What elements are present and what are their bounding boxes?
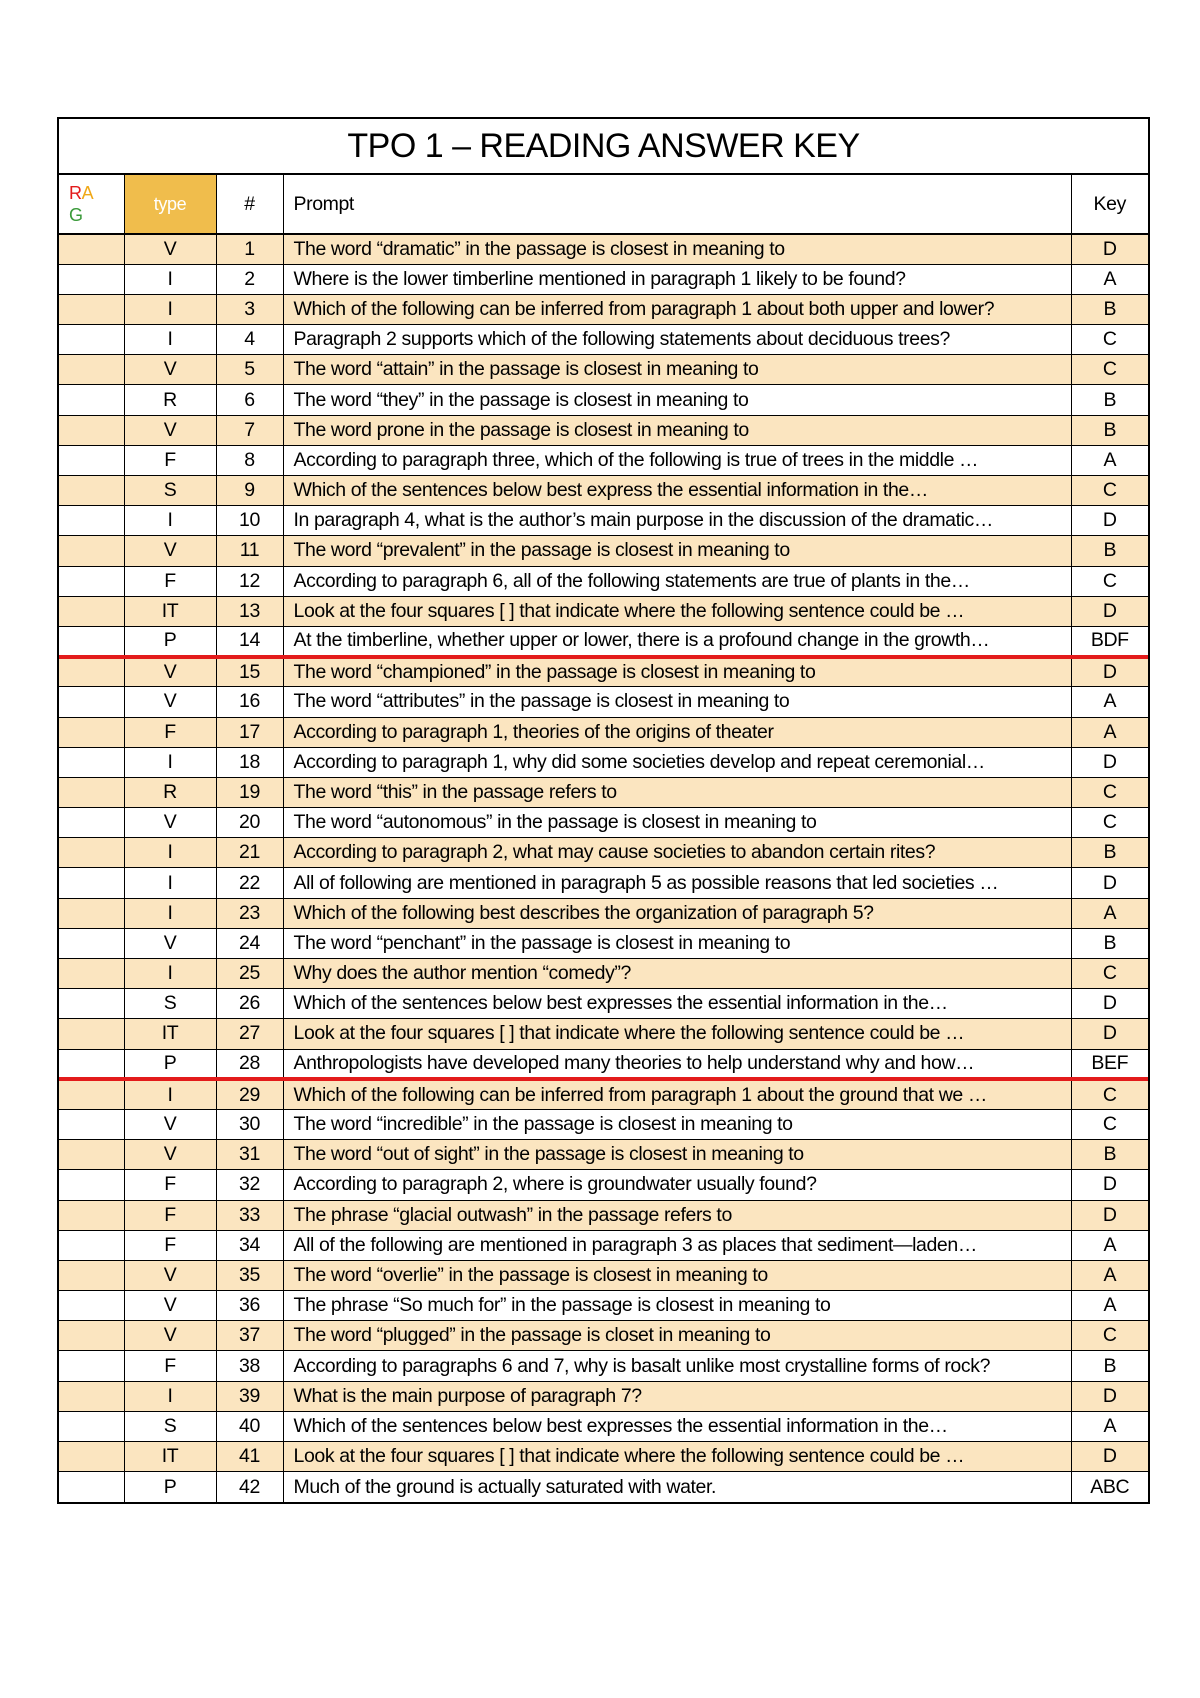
key-cell: B (1103, 297, 1117, 320)
prompt-cell: Paragraph 2 supports which of the following statements about deciduous trees? (283, 325, 1071, 355)
number-cell: 5 (216, 355, 283, 385)
table-row (59, 1260, 1148, 1290)
table-row (59, 1321, 1148, 1351)
table-row (59, 1109, 1148, 1139)
type-cell: I (124, 868, 216, 898)
type-cell: V (124, 1260, 216, 1290)
key-cell: A (1103, 690, 1117, 713)
key-cell: D (1102, 1445, 1117, 1468)
type-cell: I (124, 325, 216, 355)
key-cell: A (1103, 1294, 1117, 1317)
key-cell: C (1102, 479, 1117, 502)
key-cell: BDF (1090, 629, 1129, 652)
key-header: Key (1093, 192, 1126, 215)
number-cell: 13 (216, 596, 283, 626)
rag-header (59, 175, 124, 234)
rag-letter-a: A (81, 182, 94, 203)
number-cell: 4 (216, 325, 283, 355)
table-row (59, 1170, 1148, 1200)
prompt-cell: The word “attain” in the passage is closest in meaning to (283, 355, 1071, 385)
number-cell: 36 (216, 1291, 283, 1321)
table-row (59, 264, 1148, 294)
key-cell: D (1102, 1203, 1117, 1226)
type-cell: S (124, 476, 216, 506)
table-row (59, 476, 1148, 506)
key-cell: C (1102, 1083, 1117, 1106)
answer-rows (59, 234, 1148, 1502)
type-cell: P (124, 1472, 216, 1502)
number-cell: 18 (216, 747, 283, 777)
rag-cell (59, 868, 124, 898)
type-cell: I (124, 898, 216, 928)
rag-cell (59, 657, 124, 687)
number-cell: 31 (216, 1140, 283, 1170)
table-row (59, 234, 1148, 264)
prompt-cell: Which of the sentences below best expresses the essential information in the… (283, 1411, 1071, 1441)
prompt-cell: The word “they” in the passage is closest in meaning to (283, 385, 1071, 415)
type-cell: I (124, 838, 216, 868)
type-cell: P (124, 1049, 216, 1079)
rag-cell (59, 1019, 124, 1049)
table-row (59, 566, 1148, 596)
number-cell: 32 (216, 1170, 283, 1200)
rag-letter-r: R (69, 182, 82, 203)
table-row (59, 1019, 1148, 1049)
type-header: type (124, 175, 216, 234)
number-cell: 10 (216, 506, 283, 536)
key-cell: C (1102, 328, 1117, 351)
number-cell: 33 (216, 1200, 283, 1230)
number-cell: 40 (216, 1411, 283, 1441)
type-cell: V (124, 808, 216, 838)
type-cell: F (124, 717, 216, 747)
key-cell: D (1102, 660, 1117, 683)
rag-cell (59, 566, 124, 596)
table-row (59, 808, 1148, 838)
rag-cell (59, 536, 124, 566)
type-cell: V (124, 355, 216, 385)
table-row (59, 657, 1148, 687)
rag-cell (59, 1049, 124, 1079)
key-cell: C (1102, 811, 1117, 834)
prompt-cell: According to paragraph 1, theories of the origins of theater (283, 717, 1071, 747)
number-cell: 26 (216, 989, 283, 1019)
key-cell: A (1103, 1263, 1117, 1286)
number-cell: 38 (216, 1351, 283, 1381)
key-cell: D (1102, 509, 1117, 532)
table-row (59, 1351, 1148, 1381)
type-cell: F (124, 1200, 216, 1230)
prompt-cell: According to paragraphs 6 and 7, why is basalt unlike most crystalline forms of rock? (283, 1351, 1071, 1381)
type-cell: R (124, 385, 216, 415)
rag-cell (59, 1230, 124, 1260)
type-cell: I (124, 1079, 216, 1109)
prompt-cell: Look at the four squares [ ] that indicate where the following sentence could be … (283, 596, 1071, 626)
number-cell: 21 (216, 838, 283, 868)
table-row (59, 747, 1148, 777)
prompt-cell: Which of the sentences below best express the essential information in the… (283, 476, 1071, 506)
type-cell: IT (124, 1019, 216, 1049)
rag-cell (59, 1291, 124, 1321)
rag-cell (59, 838, 124, 868)
rag-cell (59, 898, 124, 928)
rag-cell (59, 1140, 124, 1170)
prompt-cell: Look at the four squares [ ] that indicate where the following sentence could be … (283, 1442, 1071, 1472)
key-cell: A (1103, 267, 1117, 290)
rag-cell (59, 1321, 124, 1351)
key-cell: B (1103, 418, 1117, 441)
table-row (59, 1079, 1148, 1109)
type-cell: V (124, 687, 216, 717)
key-cell: C (1102, 962, 1117, 985)
table-row (59, 536, 1148, 566)
number-cell: 19 (216, 777, 283, 807)
prompt-cell: The word “this” in the passage refers to (283, 777, 1071, 807)
prompt-cell: According to paragraph three, which of the following is true of trees in the middle … (283, 445, 1071, 475)
type-cell: I (124, 264, 216, 294)
rag-cell (59, 234, 124, 264)
type-cell: F (124, 1170, 216, 1200)
key-cell: B (1103, 931, 1117, 954)
type-cell: V (124, 234, 216, 264)
rag-cell (59, 1109, 124, 1139)
key-cell: D (1102, 1384, 1117, 1407)
number-cell: 35 (216, 1260, 283, 1290)
prompt-cell: Which of the following can be inferred from paragraph 1 about the ground that we … (283, 1079, 1071, 1109)
prompt-cell: The phrase “So much for” in the passage is closest in meaning to (283, 1291, 1071, 1321)
type-cell: S (124, 989, 216, 1019)
type-cell: V (124, 928, 216, 958)
key-cell: A (1103, 901, 1117, 924)
prompt-cell: Anthropologists have developed many theories to help understand why and how… (283, 1049, 1071, 1079)
rag-cell (59, 325, 124, 355)
number-cell: 24 (216, 928, 283, 958)
rag-cell (59, 989, 124, 1019)
rag-cell (59, 959, 124, 989)
prompt-cell: The word “attributes” in the passage is closest in meaning to (283, 687, 1071, 717)
type-cell: IT (124, 1442, 216, 1472)
table-row (59, 1291, 1148, 1321)
table-row (59, 1472, 1148, 1502)
prompt-cell: The word “out of sight” in the passage is closest in meaning to (283, 1140, 1071, 1170)
number-cell: 29 (216, 1079, 283, 1109)
table-row (59, 1442, 1148, 1472)
rag-cell (59, 928, 124, 958)
prompt-cell: The word “overlie” in the passage is closest in meaning to (283, 1260, 1071, 1290)
prompt-cell: According to paragraph 2, where is groundwater usually found? (283, 1170, 1071, 1200)
table-row (59, 1049, 1148, 1079)
rag-cell (59, 1079, 124, 1109)
table-row (59, 1411, 1148, 1441)
number-cell: 15 (216, 657, 283, 687)
key-cell: D (1102, 750, 1117, 773)
answer-key-sheet (57, 117, 1150, 1504)
key-cell: BEF (1091, 1051, 1129, 1074)
key-cell: D (1102, 992, 1117, 1015)
table-row (59, 294, 1148, 324)
prompt-cell: Which of the following can be inferred from paragraph 1 about both upper and lower? (283, 294, 1071, 324)
type-cell: V (124, 657, 216, 687)
prompt-cell: All of the following are mentioned in paragraph 3 as places that sediment—laden… (283, 1230, 1071, 1260)
number-cell: 6 (216, 385, 283, 415)
prompt-cell: The word “plugged” in the passage is closet in meaning to (283, 1321, 1071, 1351)
key-cell: C (1102, 1324, 1117, 1347)
table-row (59, 838, 1148, 868)
rag-cell (59, 294, 124, 324)
key-cell: A (1103, 1414, 1117, 1437)
number-header: # (216, 175, 283, 234)
number-cell: 25 (216, 959, 283, 989)
key-cell: D (1102, 1022, 1117, 1045)
table-row (59, 959, 1148, 989)
answer-key-table (59, 175, 1148, 1502)
rag-cell (59, 747, 124, 777)
rag-cell (59, 777, 124, 807)
key-cell: C (1102, 1113, 1117, 1136)
type-cell: F (124, 566, 216, 596)
key-cell: C (1102, 780, 1117, 803)
number-cell: 12 (216, 566, 283, 596)
rag-cell (59, 1170, 124, 1200)
type-cell: P (124, 626, 216, 656)
prompt-cell: According to paragraph 1, why did some societies develop and repeat ceremonial… (283, 747, 1071, 777)
prompt-cell: Where is the lower timberline mentioned in paragraph 1 likely to be found? (283, 264, 1071, 294)
type-cell: IT (124, 596, 216, 626)
rag-cell (59, 1381, 124, 1411)
prompt-cell: The word prone in the passage is closest in meaning to (283, 415, 1071, 445)
header-row (59, 175, 1148, 234)
rag-cell (59, 1442, 124, 1472)
number-cell: 17 (216, 717, 283, 747)
key-cell: C (1102, 358, 1117, 381)
prompt-cell: According to paragraph 2, what may cause societies to abandon certain rites? (283, 838, 1071, 868)
table-row (59, 1140, 1148, 1170)
rag-cell (59, 1260, 124, 1290)
type-cell: I (124, 1381, 216, 1411)
rag-cell (59, 445, 124, 475)
number-cell: 14 (216, 626, 283, 656)
prompt-cell: The word “autonomous” in the passage is closest in meaning to (283, 808, 1071, 838)
table-row (59, 1230, 1148, 1260)
type-cell: S (124, 1411, 216, 1441)
type-cell: I (124, 506, 216, 536)
prompt-cell: In paragraph 4, what is the author’s main purpose in the discussion of the dramatic… (283, 506, 1071, 536)
number-cell: 39 (216, 1381, 283, 1411)
prompt-cell: The phrase “glacial outwash” in the passage refers to (283, 1200, 1071, 1230)
rag-cell (59, 1351, 124, 1381)
number-cell: 37 (216, 1321, 283, 1351)
rag-cell (59, 626, 124, 656)
key-cell: C (1102, 569, 1117, 592)
number-cell: 28 (216, 1049, 283, 1079)
key-cell: A (1103, 448, 1117, 471)
number-cell: 41 (216, 1442, 283, 1472)
rag-cell (59, 687, 124, 717)
rag-cell (59, 355, 124, 385)
prompt-cell: What is the main purpose of paragraph 7? (283, 1381, 1071, 1411)
prompt-cell: Which of the following best describes the organization of paragraph 5? (283, 898, 1071, 928)
key-cell: B (1103, 539, 1117, 562)
rag-cell (59, 264, 124, 294)
key-cell: A (1103, 1233, 1117, 1256)
number-cell: 9 (216, 476, 283, 506)
key-cell: A (1103, 720, 1117, 743)
prompt-cell: All of following are mentioned in paragraph 5 as possible reasons that led societies … (283, 868, 1071, 898)
key-cell: D (1102, 237, 1117, 260)
key-cell: D (1102, 599, 1117, 622)
number-cell: 8 (216, 445, 283, 475)
prompt-cell: At the timberline, whether upper or lower, there is a profound change in the growth… (283, 626, 1071, 656)
table-row (59, 898, 1148, 928)
type-cell: F (124, 445, 216, 475)
type-cell: I (124, 294, 216, 324)
number-cell: 34 (216, 1230, 283, 1260)
number-cell: 23 (216, 898, 283, 928)
type-cell: V (124, 1321, 216, 1351)
type-cell: F (124, 1230, 216, 1260)
number-cell: 7 (216, 415, 283, 445)
key-cell: B (1103, 1354, 1117, 1377)
prompt-cell: The word “penchant” in the passage is closest in meaning to (283, 928, 1071, 958)
key-cell: ABC (1090, 1475, 1130, 1498)
prompt-cell: Why does the author mention “comedy”? (283, 959, 1071, 989)
type-cell: V (124, 415, 216, 445)
prompt-cell: Which of the sentences below best expresses the essential information in the… (283, 989, 1071, 1019)
rag-cell (59, 1472, 124, 1502)
number-cell: 30 (216, 1109, 283, 1139)
number-cell: 42 (216, 1472, 283, 1502)
rag-cell (59, 415, 124, 445)
number-cell: 3 (216, 294, 283, 324)
prompt-header: Prompt (283, 175, 1071, 234)
prompt-cell: Look at the four squares [ ] that indicate where the following sentence could be … (283, 1019, 1071, 1049)
table-row (59, 385, 1148, 415)
number-cell: 16 (216, 687, 283, 717)
number-cell: 20 (216, 808, 283, 838)
rag-cell (59, 717, 124, 747)
type-cell: I (124, 747, 216, 777)
table-row (59, 989, 1148, 1019)
number-cell: 1 (216, 234, 283, 264)
key-cell: D (1102, 871, 1117, 894)
table-row (59, 415, 1148, 445)
rag-cell (59, 476, 124, 506)
prompt-cell: The word “championed” in the passage is closest in meaning to (283, 657, 1071, 687)
number-cell: 27 (216, 1019, 283, 1049)
number-cell: 11 (216, 536, 283, 566)
prompt-cell: According to paragraph 6, all of the following statements are true of plants in the… (283, 566, 1071, 596)
rag-cell (59, 1411, 124, 1441)
key-cell: B (1103, 1143, 1117, 1166)
page-title: TPO 1 – READING ANSWER KEY (59, 119, 1148, 175)
table-row (59, 596, 1148, 626)
rag-cell (59, 506, 124, 536)
table-row (59, 325, 1148, 355)
type-cell: R (124, 777, 216, 807)
type-cell: V (124, 1291, 216, 1321)
rag-letter-g: G (69, 205, 83, 225)
prompt-cell: The word “dramatic” in the passage is closest in meaning to (283, 234, 1071, 264)
prompt-cell: Much of the ground is actually saturated with water. (283, 1472, 1071, 1502)
type-cell: V (124, 1140, 216, 1170)
type-cell: F (124, 1351, 216, 1381)
table-row (59, 687, 1148, 717)
type-cell: I (124, 959, 216, 989)
number-cell: 2 (216, 264, 283, 294)
table-row (59, 1381, 1148, 1411)
rag-cell (59, 385, 124, 415)
type-cell: V (124, 1109, 216, 1139)
rag-cell (59, 808, 124, 838)
key-cell: D (1102, 1173, 1117, 1196)
key-cell: B (1103, 388, 1117, 411)
table-row (59, 1200, 1148, 1230)
key-cell: B (1103, 841, 1117, 864)
prompt-cell: The word “prevalent” in the passage is closest in meaning to (283, 536, 1071, 566)
table-row (59, 777, 1148, 807)
table-row (59, 868, 1148, 898)
table-row (59, 626, 1148, 656)
table-row (59, 928, 1148, 958)
table-row (59, 355, 1148, 385)
number-cell: 22 (216, 868, 283, 898)
type-cell: V (124, 536, 216, 566)
rag-cell (59, 596, 124, 626)
prompt-cell: The word “incredible” in the passage is closest in meaning to (283, 1109, 1071, 1139)
table-row (59, 445, 1148, 475)
table-row (59, 717, 1148, 747)
rag-cell (59, 1200, 124, 1230)
table-row (59, 506, 1148, 536)
